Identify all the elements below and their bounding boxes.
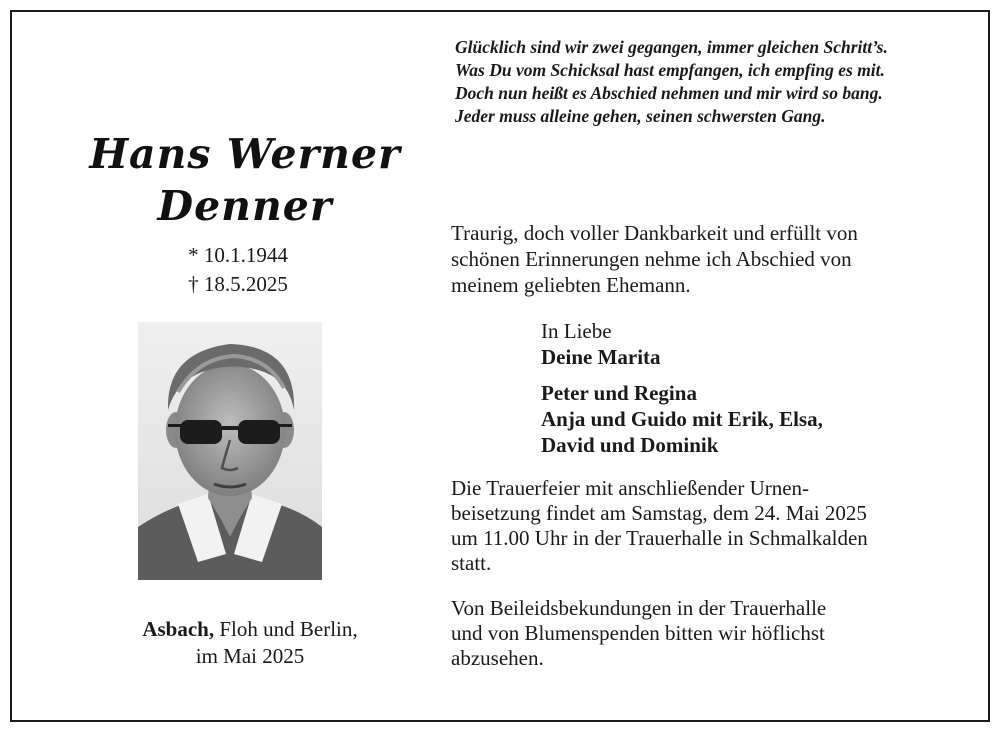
family-member-line: Anja und Guido mit Erik, Elsa, (541, 407, 823, 431)
name-line-first: Hans Werner (89, 130, 401, 178)
condolence-line: Von Beileidsbekundungen in der Trauerhalle (451, 596, 827, 620)
in-love-label: In Liebe (541, 319, 612, 343)
family-signature (541, 318, 971, 458)
ceremony-line: statt. (451, 551, 492, 575)
intro-line: Traurig, doch voller Dankbarkeit und erfüllt von (451, 221, 858, 245)
condolence-line: abzusehen. (451, 646, 544, 670)
place-line (40, 616, 460, 643)
death-date: † 18.5.2025 (188, 272, 288, 296)
condolence-line: und von Blumenspenden bitten wir höflichst (451, 621, 825, 645)
place-rest: Floh und Berlin, (214, 617, 358, 641)
birth-date: * 10.1.1944 (188, 243, 288, 267)
ceremony-line: um 11.00 Uhr in der Trauerhalle in Schmalkalden (451, 526, 868, 550)
poem-line: Glücklich sind wir zwei gegangen, immer gleichen Schritt’s. (455, 37, 888, 57)
wife-name: Deine Marita (541, 345, 661, 369)
portrait-photo (138, 322, 322, 580)
poem-line: Was Du vom Schicksal hast empfangen, ich empfing es mit. (455, 60, 885, 80)
ceremony-line: beisetzung findet am Samstag, dem 24. Mai 2025 (451, 501, 867, 525)
place-and-date (40, 616, 460, 670)
ceremony-line: Die Trauerfeier mit anschließender Urnen- (451, 476, 810, 500)
intro-text (451, 220, 971, 298)
life-dates (40, 241, 436, 299)
name-line-last: Denner (157, 182, 333, 230)
place-main: Asbach, (142, 617, 215, 641)
poem (455, 36, 975, 128)
poem-line: Jeder muss alleine gehen, seinen schwersten Gang. (455, 106, 826, 126)
ceremony-info (451, 476, 981, 576)
intro-line: schönen Erinnerungen nehme ich Abschied von (451, 247, 852, 271)
family-member-line: Peter und Regina (541, 381, 697, 405)
deceased-name (40, 128, 450, 232)
poem-line: Doch nun heißt es Abschied nehmen und mir wird so bang. (455, 83, 883, 103)
family-member-line: David und Dominik (541, 433, 719, 457)
intro-line: meinem geliebten Ehemann. (451, 273, 691, 297)
place-date: im Mai 2025 (195, 644, 305, 668)
condolence-note (451, 596, 981, 671)
spacer (541, 370, 971, 380)
